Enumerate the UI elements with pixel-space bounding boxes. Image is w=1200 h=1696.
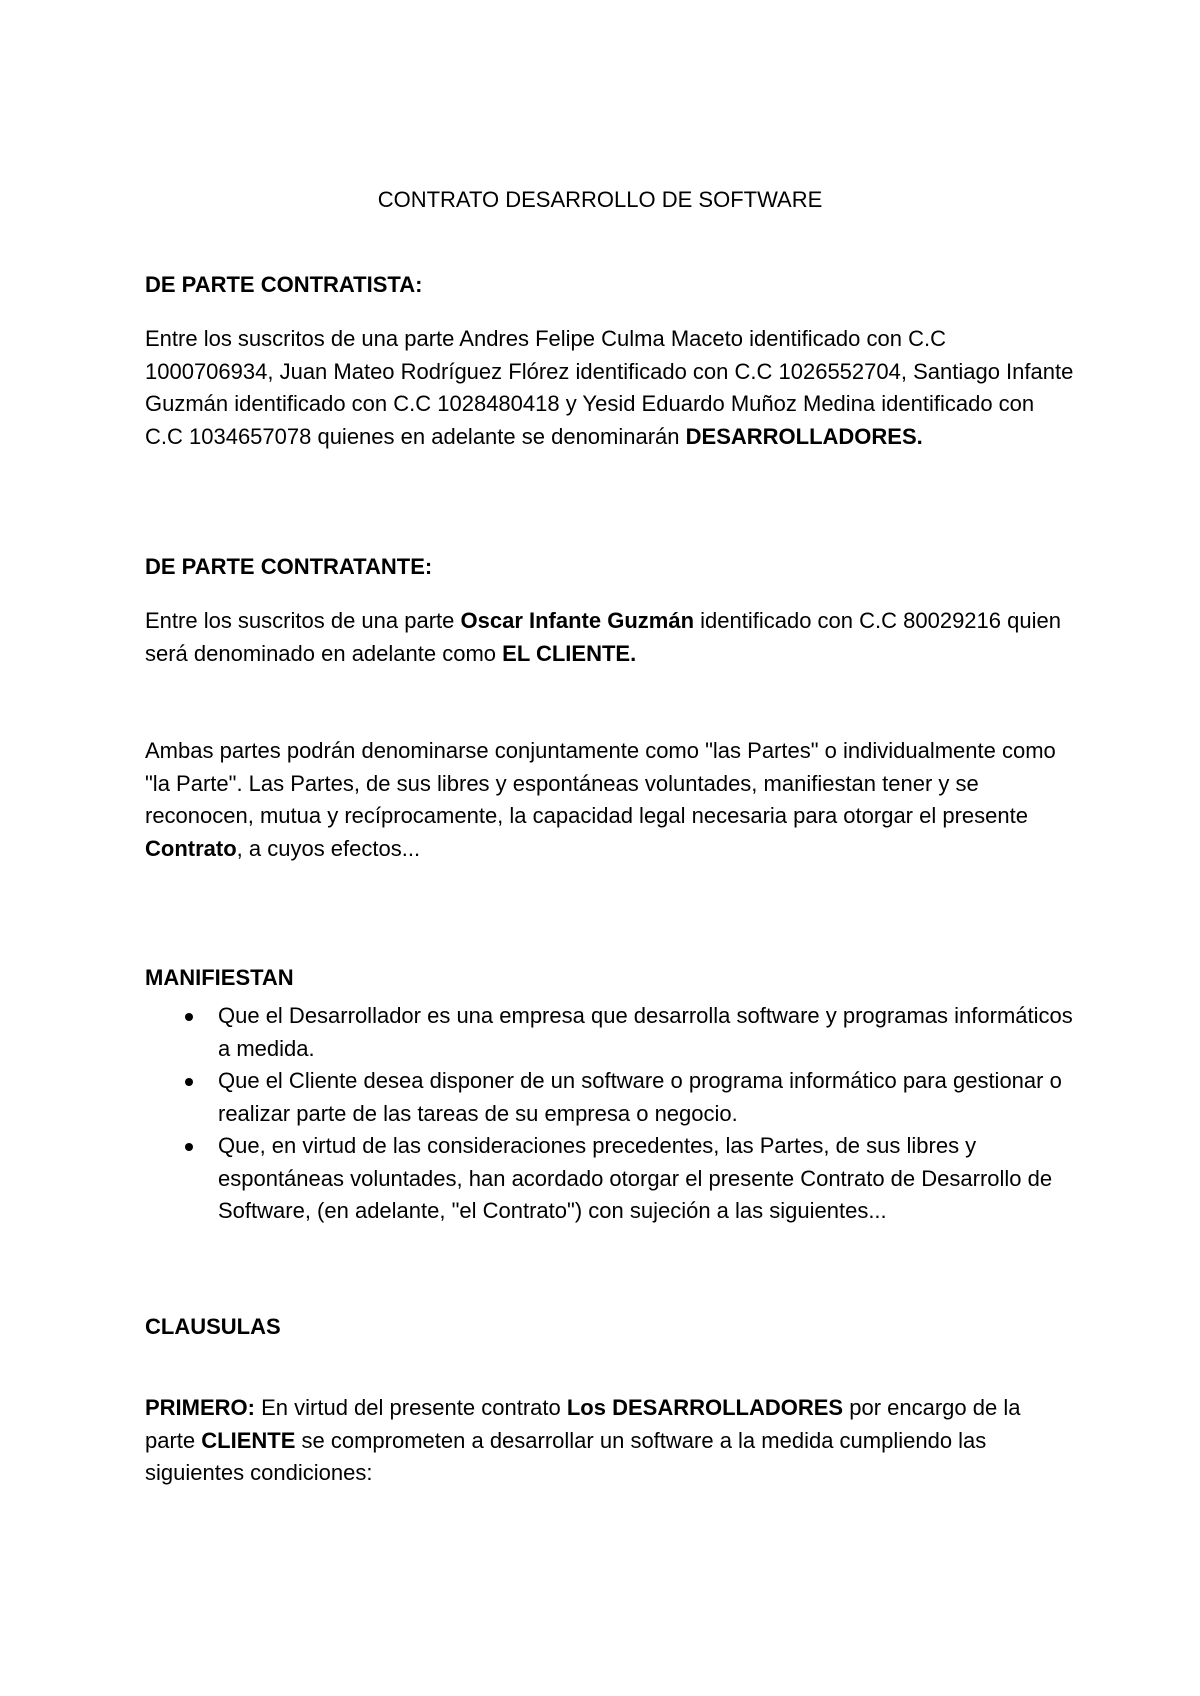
bullet-icon (185, 1143, 193, 1151)
manifiestan-heading: MANIFIESTAN (145, 965, 294, 990)
primero-label: PRIMERO: (145, 1395, 255, 1420)
contratante-paragraph (145, 605, 1075, 670)
partes-text-1: Ambas partes podrán denominarse conjuntamente como "las Partes" o individualmente como "la Parte". Las Partes, de sus libres y espontáneas voluntades, manifiestan tener y se reconocen, mutua y recíprocamente, la capacidad legal necesaria para otorgar el presente (145, 738, 1056, 828)
clausula-primero-paragraph (145, 1392, 1075, 1490)
clausulas-heading: CLAUSULAS (145, 1314, 281, 1339)
primero-text-2: por encargo de la parte (145, 1395, 1021, 1453)
primero-text-3: se comprometen a desarrollar un software a la medida cumpliendo las siguientes condiciones: (145, 1427, 987, 1485)
contratante-text-2: identificado con C.C 80029216 quien será denominado en adelante como (145, 608, 1061, 666)
bullet-icon (185, 1013, 193, 1021)
contratante-heading: DE PARTE CONTRATANTE: (145, 554, 433, 579)
partes-text-2: , a cuyos efectos... (236, 835, 421, 861)
list-item (145, 1065, 1075, 1130)
primero-text-1: En virtud del presente contrato (255, 1395, 567, 1420)
bullet-icon (185, 1078, 193, 1086)
partes-paragraph (145, 735, 1075, 865)
document-title: CONTRATO DESARROLLO DE SOFTWARE (377, 187, 823, 212)
contratista-text: Entre los suscritos de una parte Andres Felipe Culma Maceto identificado con C.C 1000706934, Juan Mateo Rodríguez Flórez identificado con C.C 1026552704, Santiago Infante Guzmán identificado con C.C 1028480418 y Yesid Eduardo Muñoz Medina identificado con C.C 1034657078 quienes en adelante se denominarán (145, 326, 1074, 449)
contratista-heading: DE PARTE CONTRATISTA: (145, 272, 423, 297)
contratista-bold-end: DESARROLLADORES. (685, 423, 923, 449)
list-item-text: Que el Desarrollador es una empresa que desarrolla software y programas informáticos a medida. (218, 1003, 1073, 1061)
contratante-text-1: Entre los suscritos de una parte (145, 608, 461, 633)
contratante-bold-client: EL CLIENTE. (502, 640, 637, 666)
partes-bold-contrato: Contrato (145, 835, 237, 861)
list-item-text: Que el Cliente desea disponer de un software o programa informático para gestionar o realizar parte de las tareas de su empresa o negocio. (218, 1068, 1062, 1126)
primero-bold-2: CLIENTE (201, 1427, 296, 1453)
manifiestan-list (145, 1000, 1075, 1228)
contratante-bold-name: Oscar Infante Guzmán (460, 608, 695, 633)
contratista-paragraph (145, 323, 1075, 453)
list-item-text: Que, en virtud de las consideraciones precedentes, las Partes, de sus libres y espontáneas voluntades, han acordado otorgar el presente Contrato de Desarrollo de Software, (en adelante, "el Contrato") con sujeción a las siguientes... (218, 1133, 1053, 1223)
list-item (145, 1130, 1075, 1228)
primero-bold-1: Los DESARROLLADORES (566, 1395, 844, 1420)
list-item (145, 1000, 1075, 1065)
